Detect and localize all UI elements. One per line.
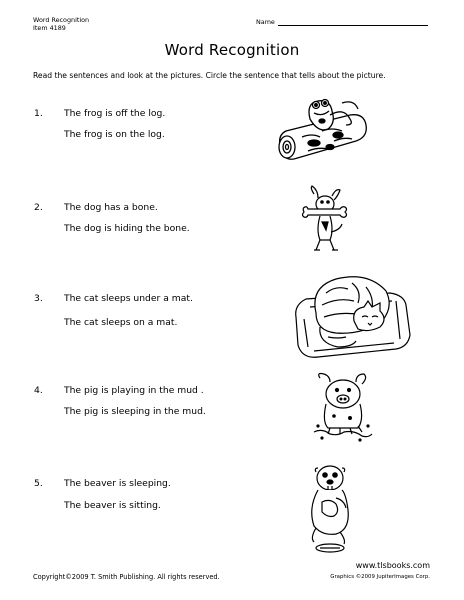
sentence-option[interactable]: The beaver is sitting.: [64, 500, 161, 511]
name-label: Name: [256, 18, 275, 26]
name-line[interactable]: [278, 25, 428, 26]
question-number: 5.: [34, 478, 43, 489]
pig-in-mud-picture: [310, 370, 376, 442]
sentence-option[interactable]: The frog is off the log.: [64, 108, 166, 119]
copyright-notice: Copyright©2009 T. Smith Publishing. All rights reserved.: [33, 573, 220, 581]
website-link[interactable]: www.tlsbooks.com: [355, 561, 430, 570]
sentence-option[interactable]: The dog is hiding the bone.: [64, 223, 190, 234]
page-title: Word Recognition: [164, 41, 300, 59]
question-number: 3.: [34, 293, 43, 304]
instructions: Read the sentences and look at the pictures. Circle the sentence that tells about the picture.: [33, 71, 386, 80]
graphics-credit: Graphics ©2009 JupiterImages Corp.: [330, 574, 430, 580]
sentence-option[interactable]: The frog is on the log.: [64, 129, 165, 140]
sentence-option[interactable]: The dog has a bone.: [64, 202, 158, 213]
question-number: 4.: [34, 385, 43, 396]
dog-with-bone-picture: [300, 186, 350, 256]
sentence-option[interactable]: The cat sleeps on a mat.: [64, 317, 178, 328]
question-number: 2.: [34, 202, 43, 213]
beaver-sitting-picture: [300, 462, 362, 554]
frog-on-log-picture: [272, 93, 372, 173]
sentence-option[interactable]: The pig is playing in the mud .: [64, 385, 204, 396]
sentence-option[interactable]: The pig is sleeping in the mud.: [64, 406, 206, 417]
cat-on-mat-picture: [292, 273, 416, 363]
sentence-option[interactable]: The beaver is sleeping.: [64, 478, 171, 489]
sentence-option[interactable]: The cat sleeps under a mat.: [64, 293, 193, 304]
question-number: 1.: [34, 108, 43, 119]
worksheet-subject: Word Recognition: [33, 16, 90, 24]
item-number: Item 4189: [33, 24, 66, 32]
